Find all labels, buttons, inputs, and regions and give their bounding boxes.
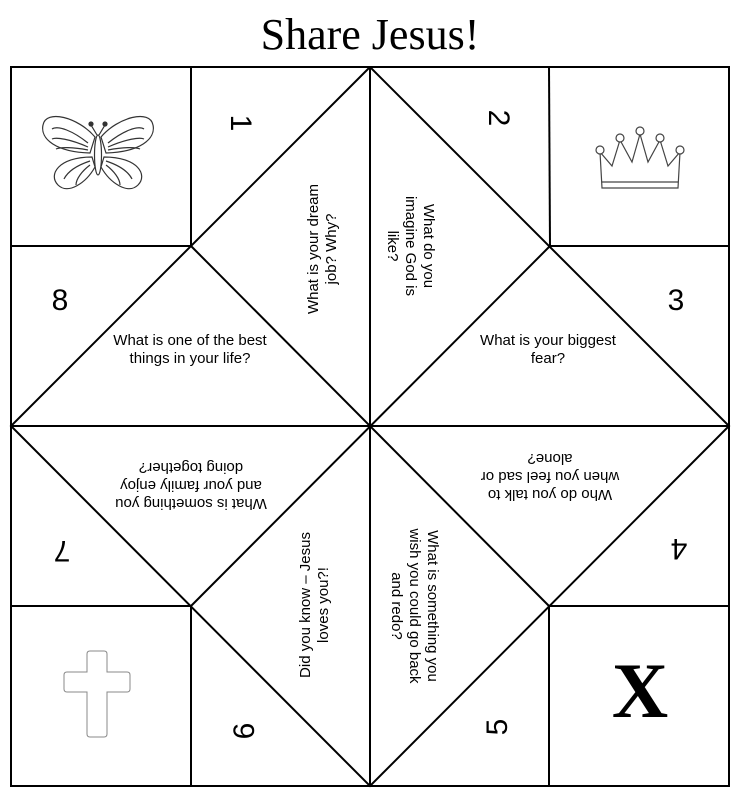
question-3: What is your biggest fear? — [480, 332, 616, 367]
question-5: What is something you wish you could go back and redo? — [388, 528, 441, 684]
question-4: Who do you talk to when you feel sad or alone? — [480, 450, 620, 503]
question-2: What do you imagine God is like? — [384, 195, 437, 297]
butterfly-icon — [43, 116, 154, 188]
question-8: What is one of the best things in your life? — [113, 332, 267, 367]
number-7: 7 — [53, 534, 71, 567]
number-2: 2 — [482, 109, 515, 127]
number-8: 8 — [51, 284, 69, 317]
page-title: Share Jesus! — [260, 10, 480, 59]
question-7: What is something you and your family enjoy doing together? — [115, 459, 267, 512]
crown-icon — [596, 127, 684, 188]
number-3: 3 — [667, 284, 685, 317]
question-1: What is your dream job? Why? — [305, 183, 340, 315]
number-4: 4 — [670, 532, 688, 565]
number-6: 6 — [228, 722, 261, 740]
question-6: Did you know – Jesus loves you?! — [297, 532, 332, 678]
number-5: 5 — [481, 718, 514, 736]
x-mark: X — [611, 647, 669, 734]
number-1: 1 — [224, 114, 257, 132]
cross-icon — [64, 651, 130, 737]
